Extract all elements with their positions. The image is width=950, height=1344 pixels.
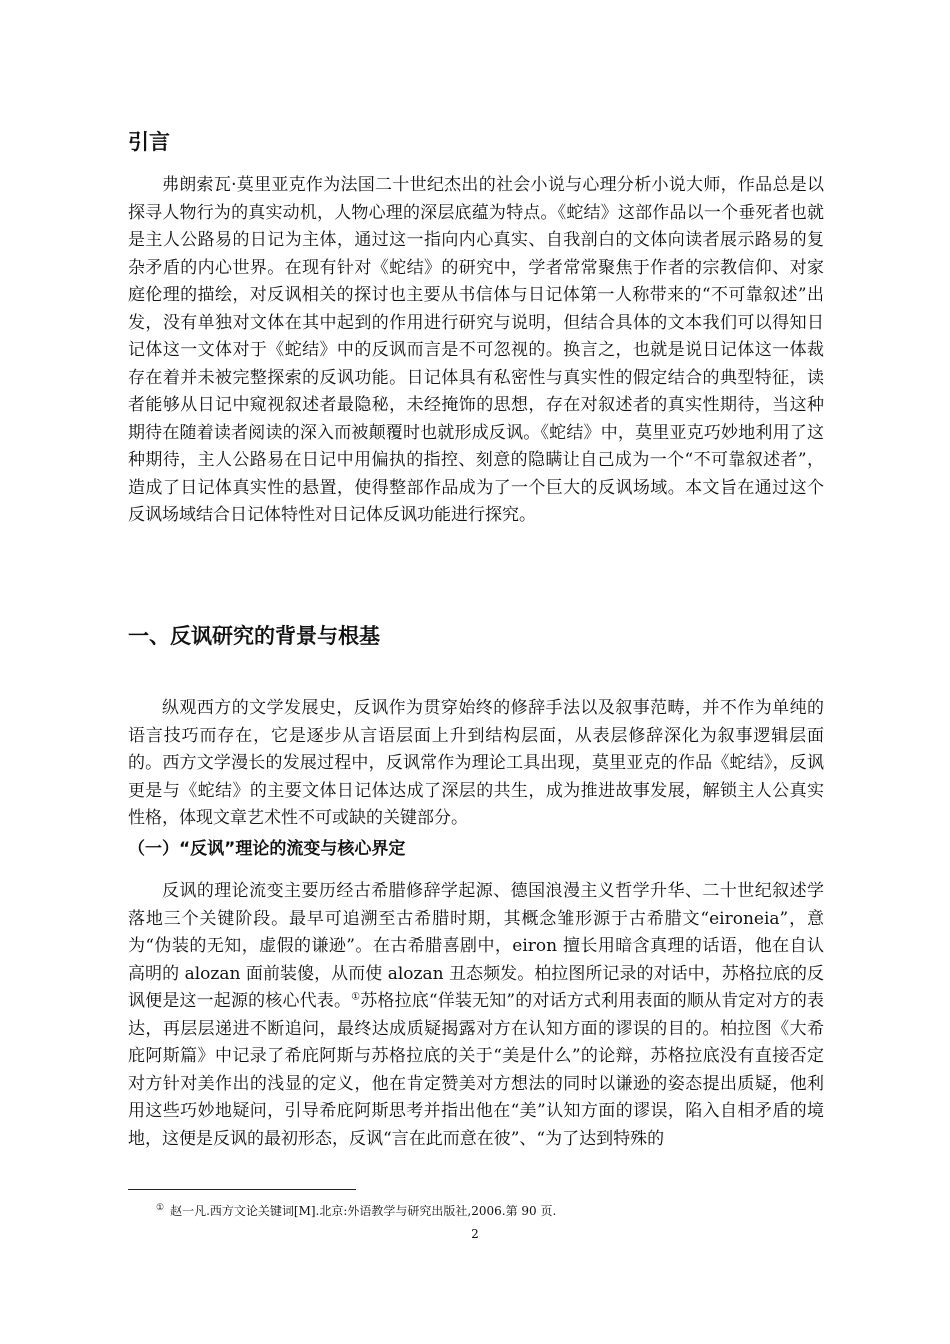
section-heading-one: 一、反讽研究的背景与根基 [128, 624, 380, 648]
footnote-text: 赵一凡.西方文论关键词[M].北京:外语教学与研究出版社,2006.第 90 页. [170, 1204, 557, 1218]
section-heading-intro: 引言 [128, 130, 170, 154]
footnote-mark: ① [156, 1203, 165, 1213]
subsection-paragraph [128, 878, 824, 1153]
page-number: 2 [471, 1227, 479, 1241]
intro-paragraph: 弗朗索瓦·莫里亚克作为法国二十世纪杰出的社会小说与心理分析小说大师，作品总是以探寻人物行为的真实动机，人物心理的深层底蕴为特点。《蛇结》这部作品以一个垂死者也就是主人公路易的日记为主体，通过这一指向内心真实、自我剖白的文体向读者展示路易的复杂矛盾的内心世界。在现有针对《蛇结》的研究中，学者常常聚焦于作者的宗教信仰、对家庭伦理的描绘，对反讽相关的探讨也主要从书信体与日记体第一人称带来的“不可靠叙述”出发，没有单独对文体在其中起到的作用进行研究与说明，但结合具体的文本我们可以得知日记体这一文体对于《蛇结》中的反讽而言是不可忽视的。换言之，也就是说日记体这一体裁存在着并未被完整探索的反讽功能。日记体具有私密性与真实性的假定结合的典型特征，读者能够从日记中窥视叙述者最隐秘，未经掩饰的思想，存在对叙述者的真实性期待，当这种期待在随着读者阅读的深入而被颠覆时也就形成反讽。《蛇结》中，莫里亚克巧妙地利用了这种期待，主人公路易在日记中用偏执的指控、刻意的隐瞒让自己成为一个“不可靠叙述者”，造成了日记体真实性的悬置，使得整部作品成为了一个巨大的反讽场域。本文旨在通过这个反讽场域结合日记体特性对日记体反讽功能进行探究。 [128, 175, 824, 525]
footnote [156, 1199, 816, 1220]
footnote-reference[interactable]: ① [351, 991, 361, 1003]
subsection-paragraph-part-a: 反讽的理论流变主要历经古希腊修辞学起源、德国浪漫主义哲学升华、二十世纪叙述学落地三个关键阶段。最早可追溯至古希腊时期，其概念雏形源于古希腊文“eironeia”，意为“伪装的无知，虚假的谦逊”。在古希腊喜剧中，eiron 擅长用暗含真理的话语，他在自认高明的 alozan 面前装傻，从而使 alozan 丑态频发。柏拉图所记录的对话中，苏格拉底的反讽便是这一起源的核心代表。 [128, 881, 824, 1011]
section-one-paragraph: 纵观西方的文学发展史，反讽作为贯穿始终的修辞手法以及叙事范畴，并不作为单纯的语言技巧而存在，它是逐步从言语层面上升到结构层面，从表层修辞深化为叙事逻辑层面的。西方文学漫长的发展过程中，反讽常作为理论工具出现，莫里亚克的作品《蛇结》，反讽更是与《蛇结》的主要文体日记体达成了深层的共生，成为推进故事发展，解锁主人公真实性格，体现文章艺术性不可或缺的关键部分。 [128, 698, 824, 828]
footnote-separator [128, 1189, 356, 1190]
subsection-heading: （一）“反讽”理论的流变与核心界定 [128, 839, 406, 859]
subsection-paragraph-part-b: 苏格拉底“佯装无知”的对话方式利用表面的顺从肯定对方的表达，再层层递进不断追问，最终达成质疑揭露对方在认知方面的谬误的目的。柏拉图《大希庇阿斯篇》中记录了希庇阿斯与苏格拉底的关于“美是什么”的论辩，苏格拉底没有直接否定对方针对美作出的浅显的定义，他在肯定赞美对方想法的同时以谦逊的姿态提出质疑，他利用这些巧妙地疑问，引导希庇阿斯思考并指出他在“美”认知方面的谬误，陷入自相矛盾的境地，这便是反讽的最初形态，反讽“言在此而意在彼”、“为了达到特殊的 [128, 991, 825, 1149]
